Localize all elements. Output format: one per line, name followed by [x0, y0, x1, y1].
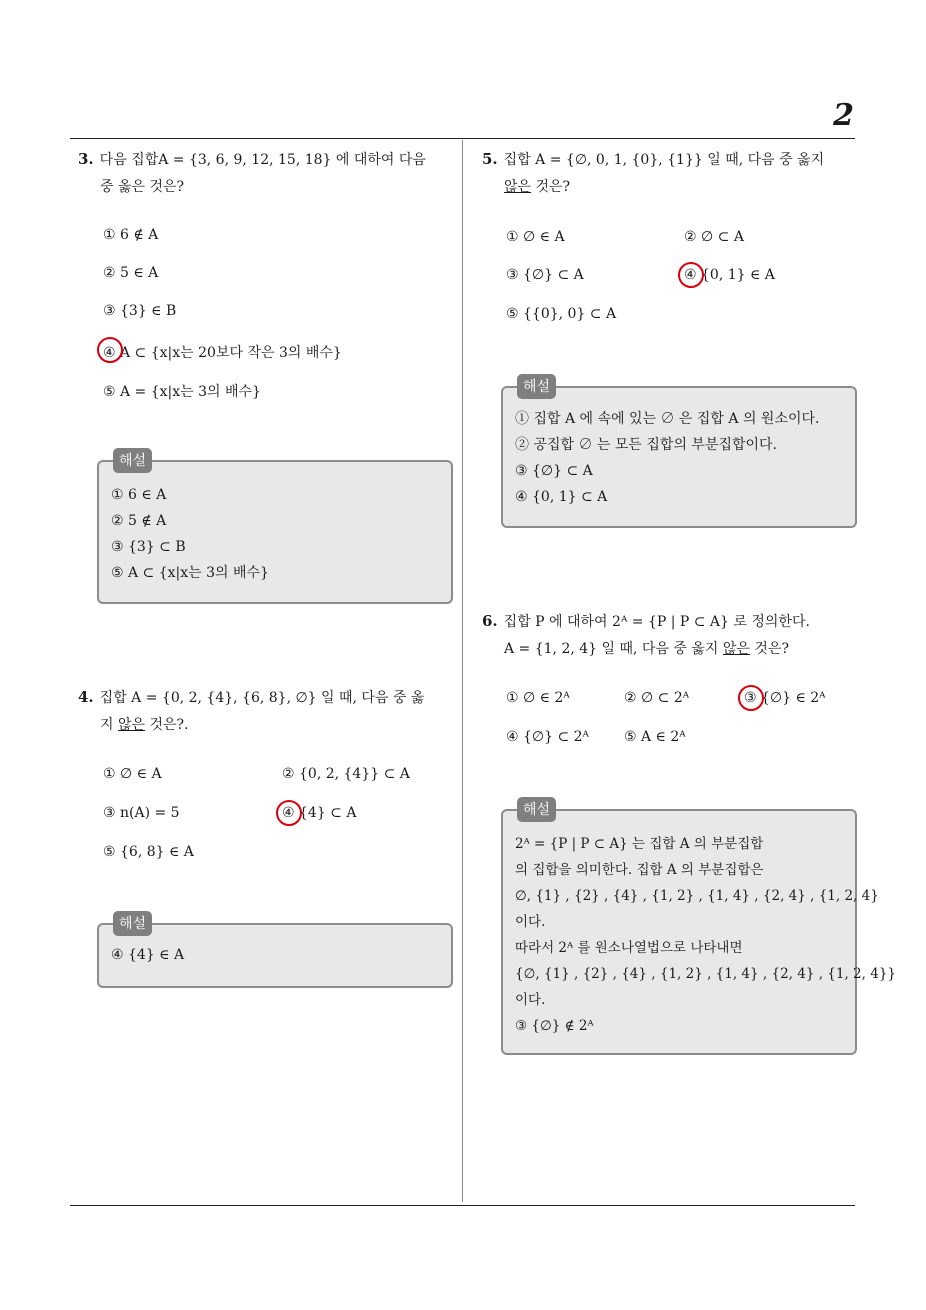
q6-option-2: ② ∅ ⊂ 2ᴬ	[624, 690, 690, 706]
q3-option-4: ④ A ⊂ {x|x는 20보다 작은 3의 배수}	[103, 342, 342, 362]
q3-option-2: ② 5 ∈ A	[103, 265, 159, 281]
question-4-stem: 4. 집합 A = {0, 2, {4}, {6, 8}, ∅} 일 때, 다음 중 옳 지 않은 것은?.	[78, 688, 425, 733]
explanation-line: 의 집합을 의미한다. 집합 A 의 부분집합은	[515, 862, 764, 878]
q6-explanation-box	[501, 802, 896, 1055]
q6-option-5: ⑤ A ∈ 2ᴬ	[624, 729, 686, 745]
q6-option-4: ④ {∅} ⊂ 2ᴬ	[506, 729, 589, 745]
question-number: 3.	[78, 150, 94, 168]
q3-option-5: ⑤ A = {x|x는 3의 배수}	[103, 384, 261, 400]
q5-option-5: ⑤ {{0}, 0} ⊂ A	[506, 306, 617, 322]
explanation-line: 따라서 2ᴬ 를 원소나열법으로 나타내면	[515, 940, 743, 956]
explanation-line: ③ {3} ⊂ B	[111, 539, 186, 555]
explanation-label: 해설	[113, 911, 152, 936]
q5-option-4: ④ {0, 1} ∈ A	[684, 267, 775, 283]
explanation-line: ① 집합 A 에 속에 있는 ∅ 은 집합 A 의 원소이다.	[515, 411, 820, 427]
explanation-line: ④ {0, 1} ⊂ A	[515, 489, 608, 505]
q5-explanation-box	[501, 379, 857, 528]
explanation-line: ① 6 ∈ A	[111, 487, 167, 503]
q4-option-5: ⑤ {6, 8} ∈ A	[103, 844, 194, 860]
page-number: 2	[833, 98, 854, 133]
q6-option-3: ③ {∅} ∈ 2ᴬ	[744, 690, 826, 706]
question-3-stem: 3. 다음 집합A = {3, 6, 9, 12, 15, 18} 에 대하여 다음 중 옳은 것은?	[78, 150, 426, 195]
question-number: 4.	[78, 688, 94, 706]
explanation-line: ⑤ A ⊂ {x|x는 3의 배수}	[111, 565, 269, 581]
column-divider	[462, 140, 463, 1202]
question-number: 5.	[482, 150, 498, 168]
question-number: 6.	[482, 612, 498, 630]
q4-option-4: ④ {4} ⊂ A	[282, 805, 356, 821]
q4-explanation-box	[97, 916, 453, 988]
q3-explanation-box	[97, 453, 453, 604]
explanation-line: ∅, {1} , {2} , {4} , {1, 2} , {1, 4} , {2, 4} , {1, 2, 4}	[515, 888, 879, 904]
explanation-label: 해설	[517, 797, 556, 822]
explanation-line: 이다.	[515, 992, 546, 1008]
question-6-stem: 6. 집합 P 에 대하여 2ᴬ = {P | P ⊂ A} 로 정의한다. A = {1, 2, 4} 일 때, 다음 중 옳지 않은 것은?	[482, 612, 810, 657]
explanation-label: 해설	[517, 374, 556, 399]
explanation-line: ④ {4} ∈ A	[111, 947, 185, 963]
answer-mark-circle	[678, 262, 704, 288]
q3-option-1: ① 6 ∉ A	[103, 227, 159, 243]
explanation-line: {∅, {1} , {2} , {4} , {1, 2} , {1, 4} , {2, 4} , {1, 2, 4}}	[515, 966, 896, 982]
q3-option-3: ③ {3} ∈ B	[103, 303, 177, 319]
explanation-label: 해설	[113, 448, 152, 473]
q4-option-1: ① ∅ ∈ A	[103, 766, 162, 782]
q5-option-2: ② ∅ ⊂ A	[684, 229, 744, 245]
header-rule	[70, 138, 855, 139]
explanation-line: 이다.	[515, 914, 546, 930]
q6-option-1: ① ∅ ∈ 2ᴬ	[506, 690, 570, 706]
q5-option-1: ① ∅ ∈ A	[506, 229, 565, 245]
q4-option-3: ③ n(A) = 5	[103, 805, 180, 821]
explanation-line: ② 공집합 ∅ 는 모든 집합의 부분집합이다.	[515, 437, 778, 453]
answer-mark-circle	[738, 685, 764, 711]
explanation-line: 2ᴬ = {P | P ⊂ A} 는 집합 A 의 부분집합	[515, 836, 764, 852]
answer-mark-circle	[97, 337, 123, 363]
q4-option-2: ② {0, 2, {4}} ⊂ A	[282, 766, 410, 782]
footer-rule	[70, 1205, 855, 1206]
explanation-line: ③ {∅} ∉ 2ᴬ	[515, 1018, 594, 1034]
answer-mark-circle	[276, 800, 302, 826]
question-5-stem: 5. 집합 A = {∅, 0, 1, {0}, {1}} 일 때, 다음 중 옳지 않은 것은?	[482, 150, 825, 195]
explanation-line: ② 5 ∉ A	[111, 513, 167, 529]
explanation-line: ③ {∅} ⊂ A	[515, 463, 593, 479]
q5-option-3: ③ {∅} ⊂ A	[506, 267, 584, 283]
